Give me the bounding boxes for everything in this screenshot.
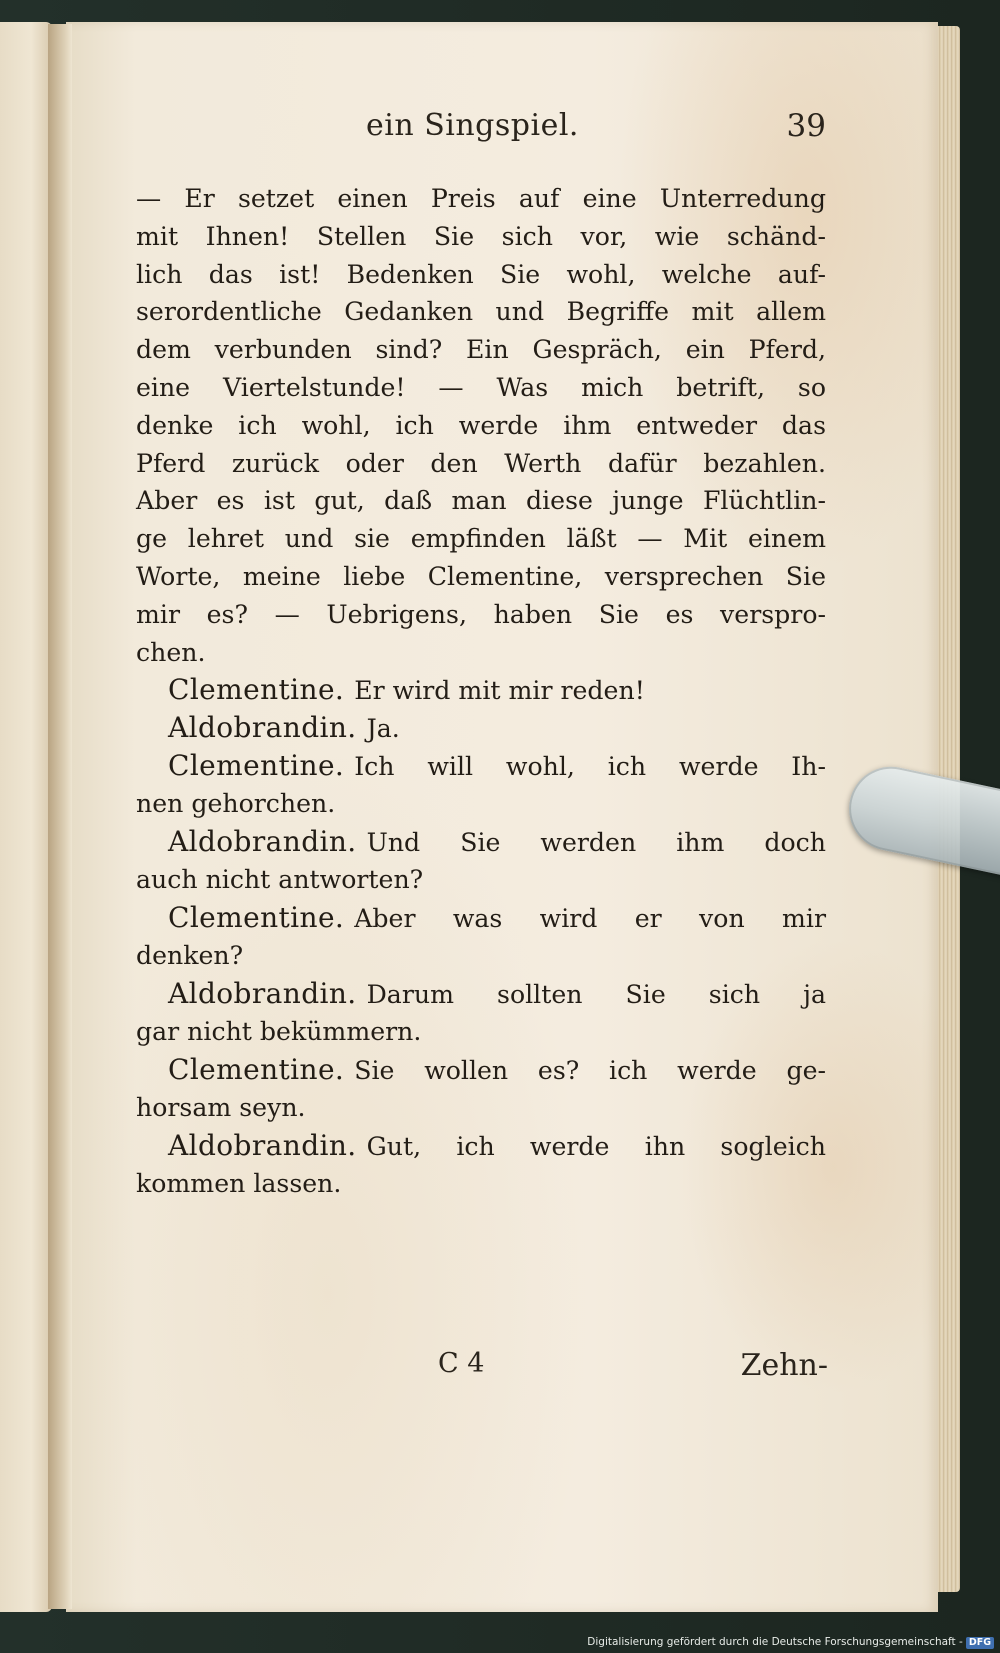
speech-text: Sie wollen es? ich werde ge-	[354, 1056, 826, 1086]
speech-continuation: denken?	[136, 941, 244, 971]
dialogue-speech	[136, 747, 826, 823]
dialogue-speech	[136, 671, 826, 709]
speaker-name: Aldobrandin.	[168, 1129, 357, 1163]
speech-text: Gut, ich werde ihn sogleich	[366, 1132, 826, 1162]
speech-continuation: horsam seyn.	[136, 1093, 306, 1123]
speech-text: Darum sollten Sie sich ja	[366, 980, 826, 1010]
credit-text: Digitalisierung gefördert durch die Deutsche Forschungsgemeinschaft -	[587, 1636, 963, 1648]
dialogue-speech	[136, 975, 826, 1051]
page-text	[136, 180, 826, 1203]
running-head: ein Singspiel.	[366, 108, 579, 143]
text-line: chen.	[136, 637, 206, 667]
speech-text: Ja.	[366, 714, 400, 744]
speaker-name: Aldobrandin.	[168, 825, 357, 859]
speech-text: Und Sie werden ihm doch	[366, 828, 826, 858]
speaker-name: Clementine.	[168, 749, 345, 783]
dialogue-speech	[136, 823, 826, 899]
speaker-name: Clementine.	[168, 901, 345, 935]
speech-continuation: nen gehorchen.	[136, 789, 336, 819]
speech-text: Er wird mit mir reden!	[354, 676, 645, 706]
speaker-name: Aldobrandin.	[168, 711, 357, 745]
dialogue-speech	[136, 1051, 826, 1127]
speaker-name: Clementine.	[168, 1053, 345, 1087]
text-line: dem verbunden sind? Ein Gespräch, ein Pferd,	[136, 335, 826, 365]
speech-continuation: gar nicht bekümmern.	[136, 1017, 422, 1047]
text-line: Worte, meine liebe Clementine, versprechen Sie	[136, 561, 826, 591]
speech-continuation: auch nicht antworten?	[136, 865, 424, 895]
catchword: Zehn-	[740, 1348, 828, 1383]
text-line: mit Ihnen! Stellen Sie sich vor, wie schänd-	[136, 221, 826, 251]
text-line: lich das ist! Bedenken Sie wohl, welche auf-	[136, 259, 826, 289]
dialogue-speech	[136, 709, 826, 747]
dialogue-speech	[136, 899, 826, 975]
dfg-logo: DFG	[966, 1637, 994, 1649]
text-line: mir es? — Uebrigens, haben Sie es verspro-	[136, 599, 826, 629]
speech-continuation: kommen lassen.	[136, 1169, 342, 1199]
text-line: Aber es ist gut, daß man diese junge Flüchtlin-	[136, 486, 826, 516]
text-line: — Er setzet einen Preis auf eine Unterredung	[136, 184, 826, 213]
page-number: 39	[786, 108, 826, 144]
dialogue-speech	[136, 1127, 826, 1203]
digitization-credit	[587, 1636, 994, 1649]
speaker-name: Clementine.	[168, 673, 345, 707]
text-line: serordentliche Gedanken und Begriffe mit allem	[136, 297, 826, 327]
text-line: Pferd zurück oder den Werth dafür bezahlen.	[136, 448, 826, 478]
page-header	[66, 108, 826, 148]
speech-text: Ich will wohl, ich werde Ih-	[354, 752, 826, 782]
page-footer	[66, 1348, 826, 1388]
speaker-name: Aldobrandin.	[168, 977, 357, 1011]
text-line: denke ich wohl, ich werde ihm entweder das	[136, 410, 826, 440]
facing-page-edge	[0, 22, 52, 1612]
prose-paragraph	[136, 180, 826, 671]
signature-mark: C 4	[438, 1348, 485, 1379]
text-line: ge lehret und sie empfinden läßt — Mit einem	[136, 524, 826, 554]
text-line: eine Viertelstunde! — Was mich betrift, so	[136, 372, 826, 402]
speech-text: Aber was wird er von mir	[354, 904, 826, 934]
